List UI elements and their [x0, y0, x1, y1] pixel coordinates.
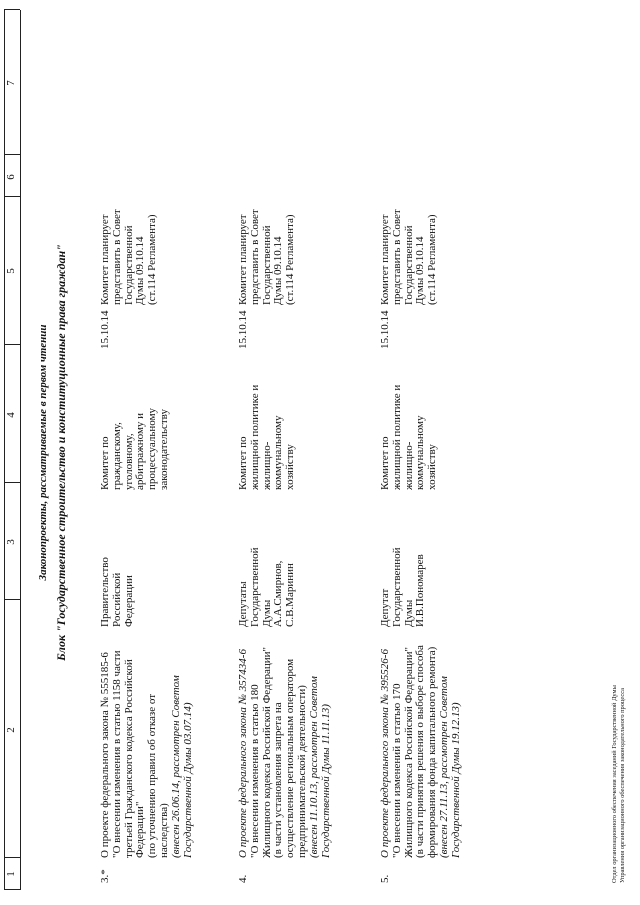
responsible-committee-line: жилищно-	[260, 441, 273, 490]
block-title: Блок "Государственное строительство и конституционные права граждан"	[54, 244, 68, 661]
section-title: Законопроекты, рассматриваемые в первом чтении	[37, 324, 49, 581]
responsible-committee-line: коммунальному	[414, 415, 427, 490]
header-bottom-rule	[20, 10, 21, 890]
bill-description-line: "О внесении изменения в статью 1158 части	[110, 650, 123, 858]
header-top-rule	[4, 10, 5, 890]
responsible-committee-line: хозяйству	[426, 444, 439, 490]
committee-status-line: представить в Совет	[390, 209, 403, 305]
bill-author-line: Депутаты	[237, 581, 249, 627]
bill-description-line: "О внесении изменений в статью 170	[390, 683, 403, 858]
column-header: 4	[5, 412, 17, 418]
bill-description-line: формирования фонда капитального ремонта)	[426, 646, 439, 858]
bill-description-line: (внесен 26.06.14, рассмотрен Советом	[169, 675, 182, 858]
bill-author-line: А.А.Смирнов,	[272, 560, 285, 627]
committee-status-line: Думы 09.10.14	[134, 236, 147, 305]
committee-status-line: Комитет планирует	[237, 214, 249, 305]
footer-line: Отдел организационного обеспечения заседаний Государственной Думы	[611, 685, 618, 883]
bill-description-line: (внесен 11.10.13, рассмотрен Советом	[307, 676, 320, 858]
review-date: 15.10.14	[379, 310, 391, 349]
bill-description-line: О проекте федерального закона № 357434-6	[237, 649, 249, 858]
bill-description	[380, 645, 463, 858]
bill-description-line: третьей Гражданского кодекса Российской	[122, 659, 135, 858]
responsible-committee-line: законодательству	[157, 409, 170, 490]
committee-status-line: Государственной	[402, 225, 415, 305]
responsible-committee-line: хозяйству	[284, 444, 297, 490]
committee-status-line: Думы 09.10.14	[272, 236, 285, 305]
bill-description-line: осуществление региональным оператором	[284, 658, 297, 858]
row-number: 5.	[379, 874, 391, 883]
responsible-committee-line: жилищной политике и	[248, 384, 261, 490]
column-header: 5	[5, 268, 17, 274]
bill-author-line: Думы	[260, 599, 273, 627]
responsible-committee-line: Комитет по	[379, 436, 391, 490]
bill-author-line: С.В.Маринин	[284, 563, 297, 627]
responsible-committee-line: жилищно-	[402, 441, 415, 490]
responsible-committee-line: жилищной политике и	[390, 384, 403, 490]
bill-author-line: Депутат	[379, 588, 391, 627]
column-header: 6	[5, 174, 17, 180]
bill-description-line: О проекте федерального закона № 395526-6	[379, 649, 391, 858]
bill-description-line: предпринимательской деятельности)	[295, 685, 308, 858]
bill-description-line: Государственной Думы 19.12.13)	[449, 702, 462, 858]
committee-status	[100, 209, 159, 305]
responsible-committee-line: Комитет по	[237, 436, 249, 490]
bill-description-line: (внесен 27.11.13, рассмотрен Советом	[437, 676, 450, 858]
bill-description-line: Жилищного кодекса Российской Федерации"	[402, 646, 415, 858]
responsible-committee-line: Комитет по	[99, 436, 111, 490]
bill-description-line: "О внесении изменения в статью 180	[248, 684, 261, 858]
header-divider	[4, 599, 20, 600]
committee-status-line: (ст.114 Регламента)	[284, 214, 297, 305]
committee-status-line: Комитет планирует	[99, 214, 111, 305]
committee-status-line: Думы 09.10.14	[414, 236, 427, 305]
responsible-committee-line: процессуальному	[146, 407, 159, 490]
review-date: 15.10.14	[99, 310, 111, 349]
bill-description-line: (в части установления запрета на	[272, 702, 285, 858]
row-number: 4.	[237, 874, 249, 883]
committee-status-line: представить в Совет	[248, 209, 261, 305]
bill-author-line: Государственной	[390, 547, 403, 627]
bill-description-line: О проекте федерального закона № 555185-6	[99, 652, 111, 858]
bill-author-line: Федерации	[122, 575, 135, 627]
bill-description-line: Жилищного кодекса Российской Федерации"	[260, 646, 273, 858]
committee-status-line: Государственной	[122, 225, 135, 305]
committee-status-line: (ст.114 Регламента)	[146, 214, 159, 305]
responsible-committee	[238, 385, 297, 490]
bill-description-line: Государственной Думы 11.11.13)	[319, 704, 332, 858]
committee-status	[380, 209, 439, 305]
responsible-committee-line: уголовному,	[122, 433, 135, 490]
column-header: 7	[5, 80, 17, 86]
review-date: 15.10.14	[237, 310, 249, 349]
header-divider	[4, 9, 20, 10]
committee-status-line: Комитет планирует	[379, 214, 391, 305]
header-divider	[4, 154, 20, 155]
column-header: 3	[5, 539, 17, 545]
bill-author	[380, 547, 427, 627]
header-divider	[4, 196, 20, 197]
header-divider	[4, 344, 20, 345]
committee-status-line: представить в Совет	[110, 209, 123, 305]
committee-status-line: (ст.114 Регламента)	[426, 214, 439, 305]
bill-author	[100, 557, 135, 627]
header-divider	[4, 889, 20, 890]
bill-author-line: Государственной	[248, 547, 261, 627]
responsible-committee	[100, 408, 171, 490]
row-number: 3.*	[99, 869, 111, 883]
responsible-committee-line: гражданскому,	[110, 422, 123, 490]
bill-author-line: Правительство	[99, 557, 111, 627]
responsible-committee	[380, 385, 439, 490]
bill-description	[100, 651, 194, 859]
column-header: 1	[5, 871, 17, 877]
committee-status-line: Государственной	[260, 225, 273, 305]
responsible-committee-line: коммунальному	[272, 415, 285, 490]
bill-description-line: Государственной Думы 03.07.14)	[181, 702, 194, 858]
bill-description-line: наследства)	[157, 803, 170, 858]
column-header: 2	[5, 727, 17, 733]
bill-description-line: (в части принятия решения о выборе способа	[414, 645, 427, 858]
header-divider	[4, 857, 20, 858]
bill-description-line: Федерации"	[134, 801, 147, 858]
header-divider	[4, 482, 20, 483]
bill-description-line: (по уточнению правил об отказе от	[146, 693, 159, 858]
responsible-committee-line: арбитражному и	[134, 412, 147, 490]
committee-status	[238, 209, 297, 305]
footer-line: Управления организационного обеспечения законодательного процесса	[619, 688, 626, 883]
bill-description	[238, 647, 332, 858]
bill-author-line: Российской	[110, 572, 123, 627]
bill-author-line: И.В.Пономарев	[414, 554, 427, 627]
bill-author-line: Думы	[402, 599, 415, 627]
bill-author	[238, 547, 297, 627]
